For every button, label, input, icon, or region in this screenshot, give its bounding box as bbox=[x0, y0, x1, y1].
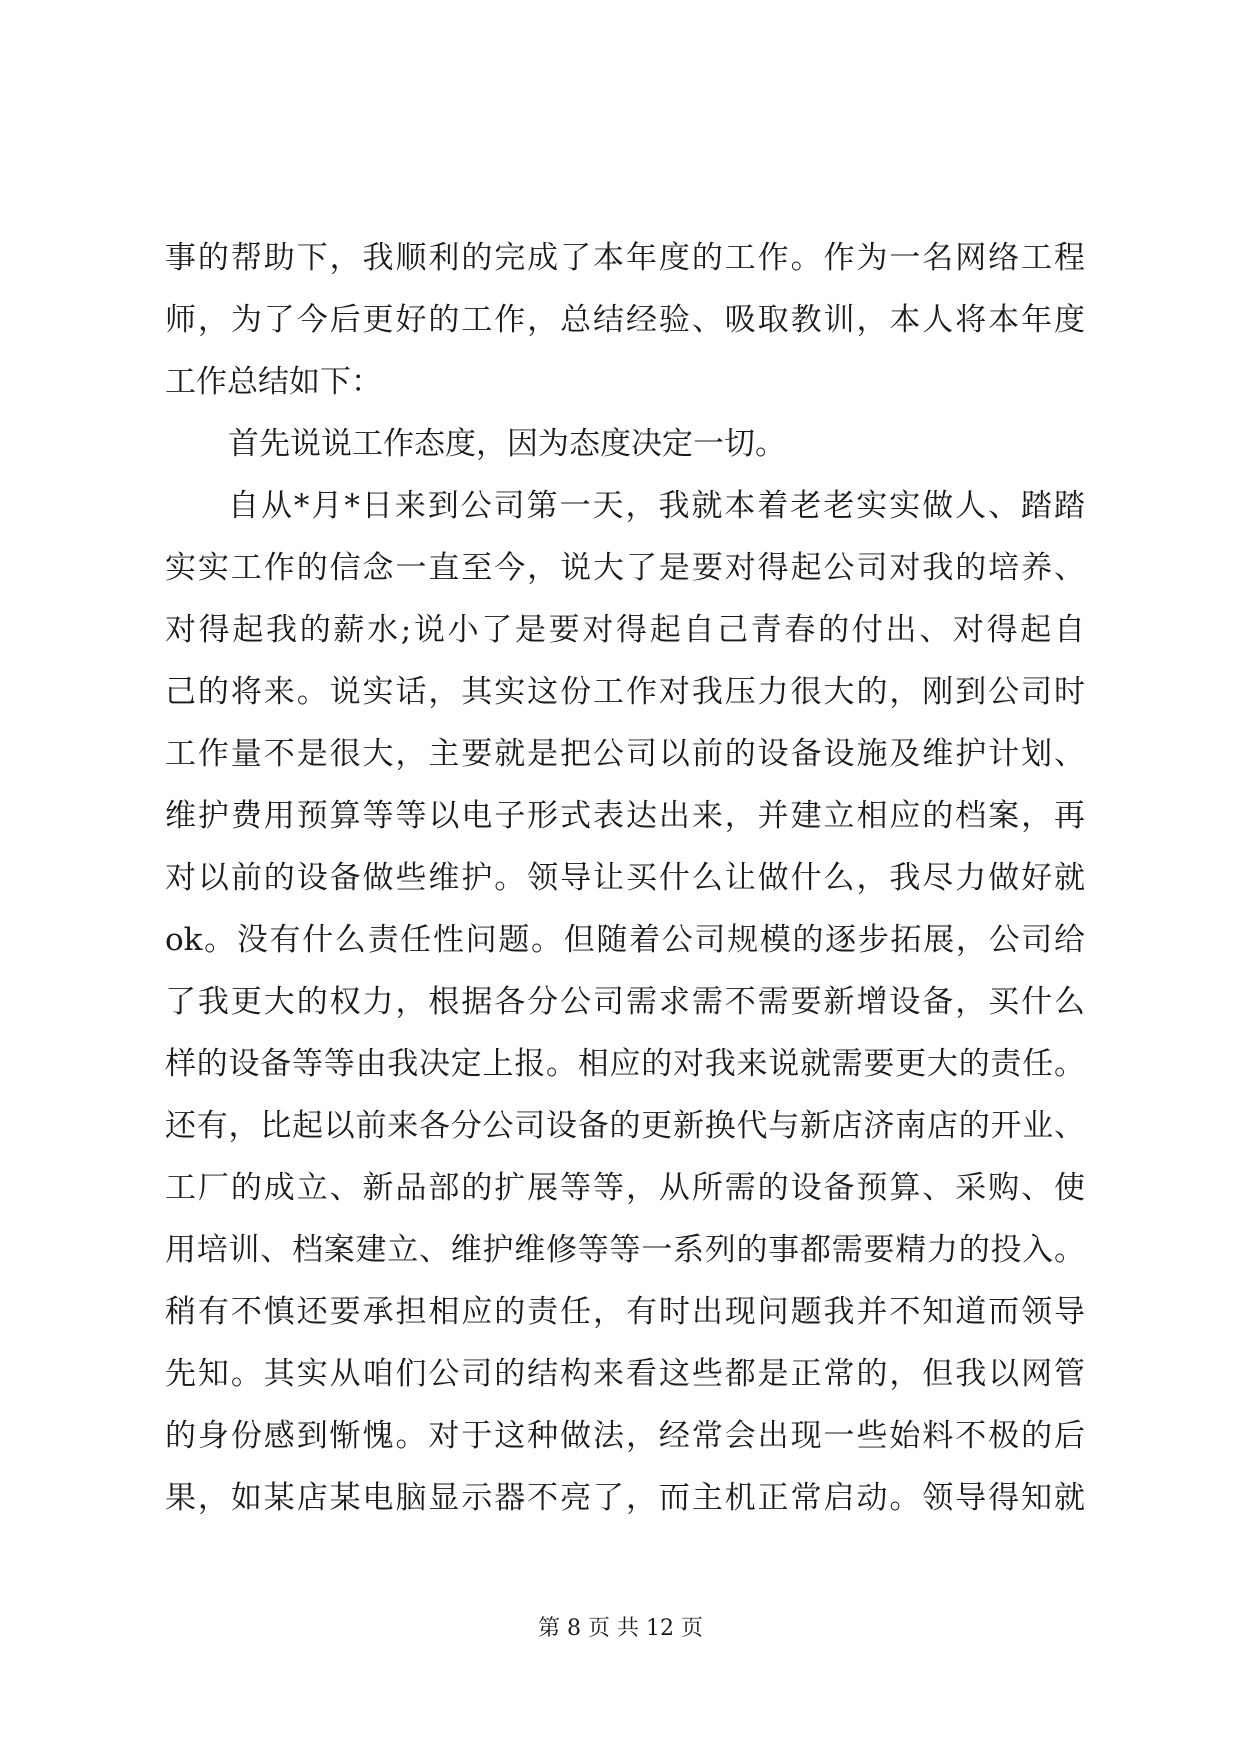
text-line: 首先说说工作态度，因为态度决定一切。 bbox=[228, 426, 786, 462]
text-line: 实实工作的信念一直至今，说大了是要对得起公司对我的培养、 bbox=[165, 550, 1085, 586]
text-line: 对以前的设备做些维护。领导让买什么让做什么，我尽力做好就 bbox=[165, 860, 1085, 896]
text-line: 果，如某店某电脑显示器不亮了，而主机正常启动。领导得知就 bbox=[165, 1480, 1085, 1516]
text-line: 师，为了今后更好的工作，总结经验、吸取教训，本人将本年度 bbox=[165, 302, 1085, 338]
text-line: 用培训、档案建立、维护维修等等一系列的事都需要精力的投入。 bbox=[165, 1232, 1085, 1268]
text-line: 工厂的成立、新品部的扩展等等，从所需的设备预算、采购、使 bbox=[165, 1170, 1085, 1206]
text-line: 样的设备等等由我决定上报。相应的对我来说就需要更大的责任。 bbox=[165, 1046, 1085, 1082]
text-line: 先知。其实从咱们公司的结构来看这些都是正常的，但我以网管 bbox=[165, 1356, 1085, 1392]
text-line: 自从*月*日来到公司第一天，我就本着老老实实做人、踏踏 bbox=[228, 488, 1085, 524]
text-line: 稍有不慎还要承担相应的责任，有时出现问题我并不知道而领导 bbox=[165, 1294, 1085, 1330]
text-line: 工作总结如下： bbox=[165, 364, 382, 400]
text-line: ok。没有什么责任性问题。但随着公司规模的逐步拓展，公司给 bbox=[165, 922, 1085, 958]
text-line: 对得起我的薪水;说小了是要对得起自己青春的付出、对得起自 bbox=[165, 612, 1085, 648]
body-text bbox=[165, 227, 1085, 1529]
text-line: 还有，比起以前来各分公司设备的更新换代与新店济南店的开业、 bbox=[165, 1108, 1085, 1144]
text-line: 的身份感到惭愧。对于这种做法，经常会出现一些始料不极的后 bbox=[165, 1418, 1085, 1454]
text-line: 了我更大的权力，根据各分公司需求需不需要新增设备，买什么 bbox=[165, 984, 1085, 1020]
page-number-footer: 第 8 页 共 12 页 bbox=[538, 1616, 703, 1641]
text-line: 工作量不是很大，主要就是把公司以前的设备设施及维护计划、 bbox=[165, 736, 1085, 772]
text-line: 己的将来。说实话，其实这份工作对我压力很大的，刚到公司时 bbox=[165, 674, 1085, 710]
text-line: 维护费用预算等等以电子形式表达出来，并建立相应的档案，再 bbox=[165, 798, 1085, 834]
text-line: 事的帮助下，我顺利的完成了本年度的工作。作为一名网络工程 bbox=[165, 240, 1085, 276]
